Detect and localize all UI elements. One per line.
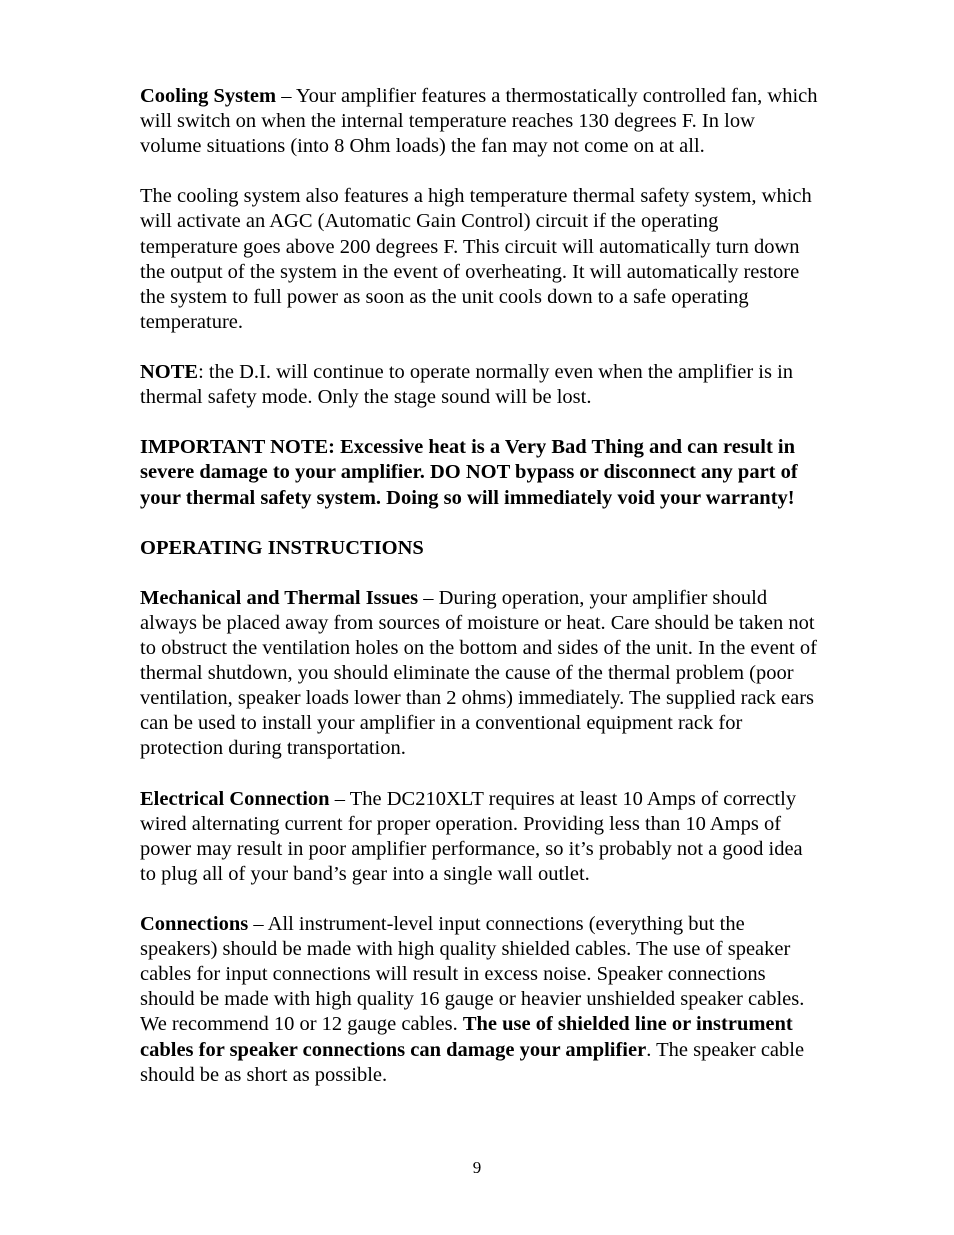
paragraph-electrical xyxy=(140,787,820,887)
heading-mechanical: Mechanical and Thermal Issues xyxy=(140,586,419,609)
text-note: : the D.I. will continue to operate normally even when the amplifier is in thermal safety mode. Only the stage sound will be lost. xyxy=(140,361,794,409)
warning-connections: The use of shielded line or instrument cables for speaker connections can damage your amplifier xyxy=(140,1013,793,1061)
document-page xyxy=(140,84,820,1088)
heading-note: NOTE xyxy=(140,361,199,384)
paragraph-cooling-system xyxy=(140,84,820,159)
text-cooling-system: – Your amplifier features a thermostatically controlled fan, which will switch on when the internal temperature reaches 130 degrees F. In low volume situations (into 8 Ohm loads) the fan may not come on at all. xyxy=(140,85,818,158)
text-connections: – All instrument-level input connections (everything but the speakers) should be made with high quality shielded cables. The use of speaker cables for input connections will result in excess noise. Speaker connections should be made with high quality 16 gauge or heavier unshielded speaker cables. We recommend 10 or 12 gauge cables. xyxy=(140,913,805,1036)
text-thermal-safety: The cooling system also features a high temperature thermal safety system, which will activate an AGC (Automatic Gain Control) circuit if the operating temperature goes above 200 degrees F. This circuit will automatically turn down the output of the system in the event of overheating. It will automatically restore the system to full power as soon as the unit cools down to a safe operating temperature. xyxy=(140,185,812,333)
paragraph-note xyxy=(140,360,820,410)
page-number: 9 xyxy=(472,1158,482,1177)
paragraph-important-note xyxy=(140,435,820,510)
text-mechanical: – During operation, your amplifier should always be placed away from sources of moisture or heat. Care should be taken not to obstruct the ventilation holes on the bottom and sides of the unit. In the event of thermal shutdown, you should eliminate the cause of the thermal problem (poor ventilation, speaker loads lower than 2 ohms) immediately. The supplied rack ears can be used to install your amplifier in a conventional equipment rack for protection during transportation. xyxy=(140,586,817,760)
text-electrical: – The DC210XLT requires at least 10 Amps of correctly wired alternating current for proper operation. Providing less than 10 Amps of power may result in poor amplifier performance, so it’s probably not a good idea to plug all of your band’s gear into a single wall outlet. xyxy=(140,787,803,885)
paragraph-mechanical xyxy=(140,586,820,762)
heading-connections: Connections xyxy=(140,913,249,936)
heading-cooling-system: Cooling System xyxy=(140,85,277,107)
paragraph-connections xyxy=(140,912,820,1088)
heading-electrical: Electrical Connection xyxy=(140,787,330,810)
text-connections-tail: . The speaker cable should be as short as possible. xyxy=(140,1038,805,1086)
text-important-note: IMPORTANT NOTE: Excessive heat is a Very Bad Thing and can result in severe damage to your amplifier. DO NOT bypass or disconnect any part of your thermal safety system. Doing so will immediately void your warranty! xyxy=(140,436,798,509)
section-title: OPERATING INSTRUCTIONS xyxy=(140,536,424,559)
paragraph-thermal-safety xyxy=(140,184,820,335)
